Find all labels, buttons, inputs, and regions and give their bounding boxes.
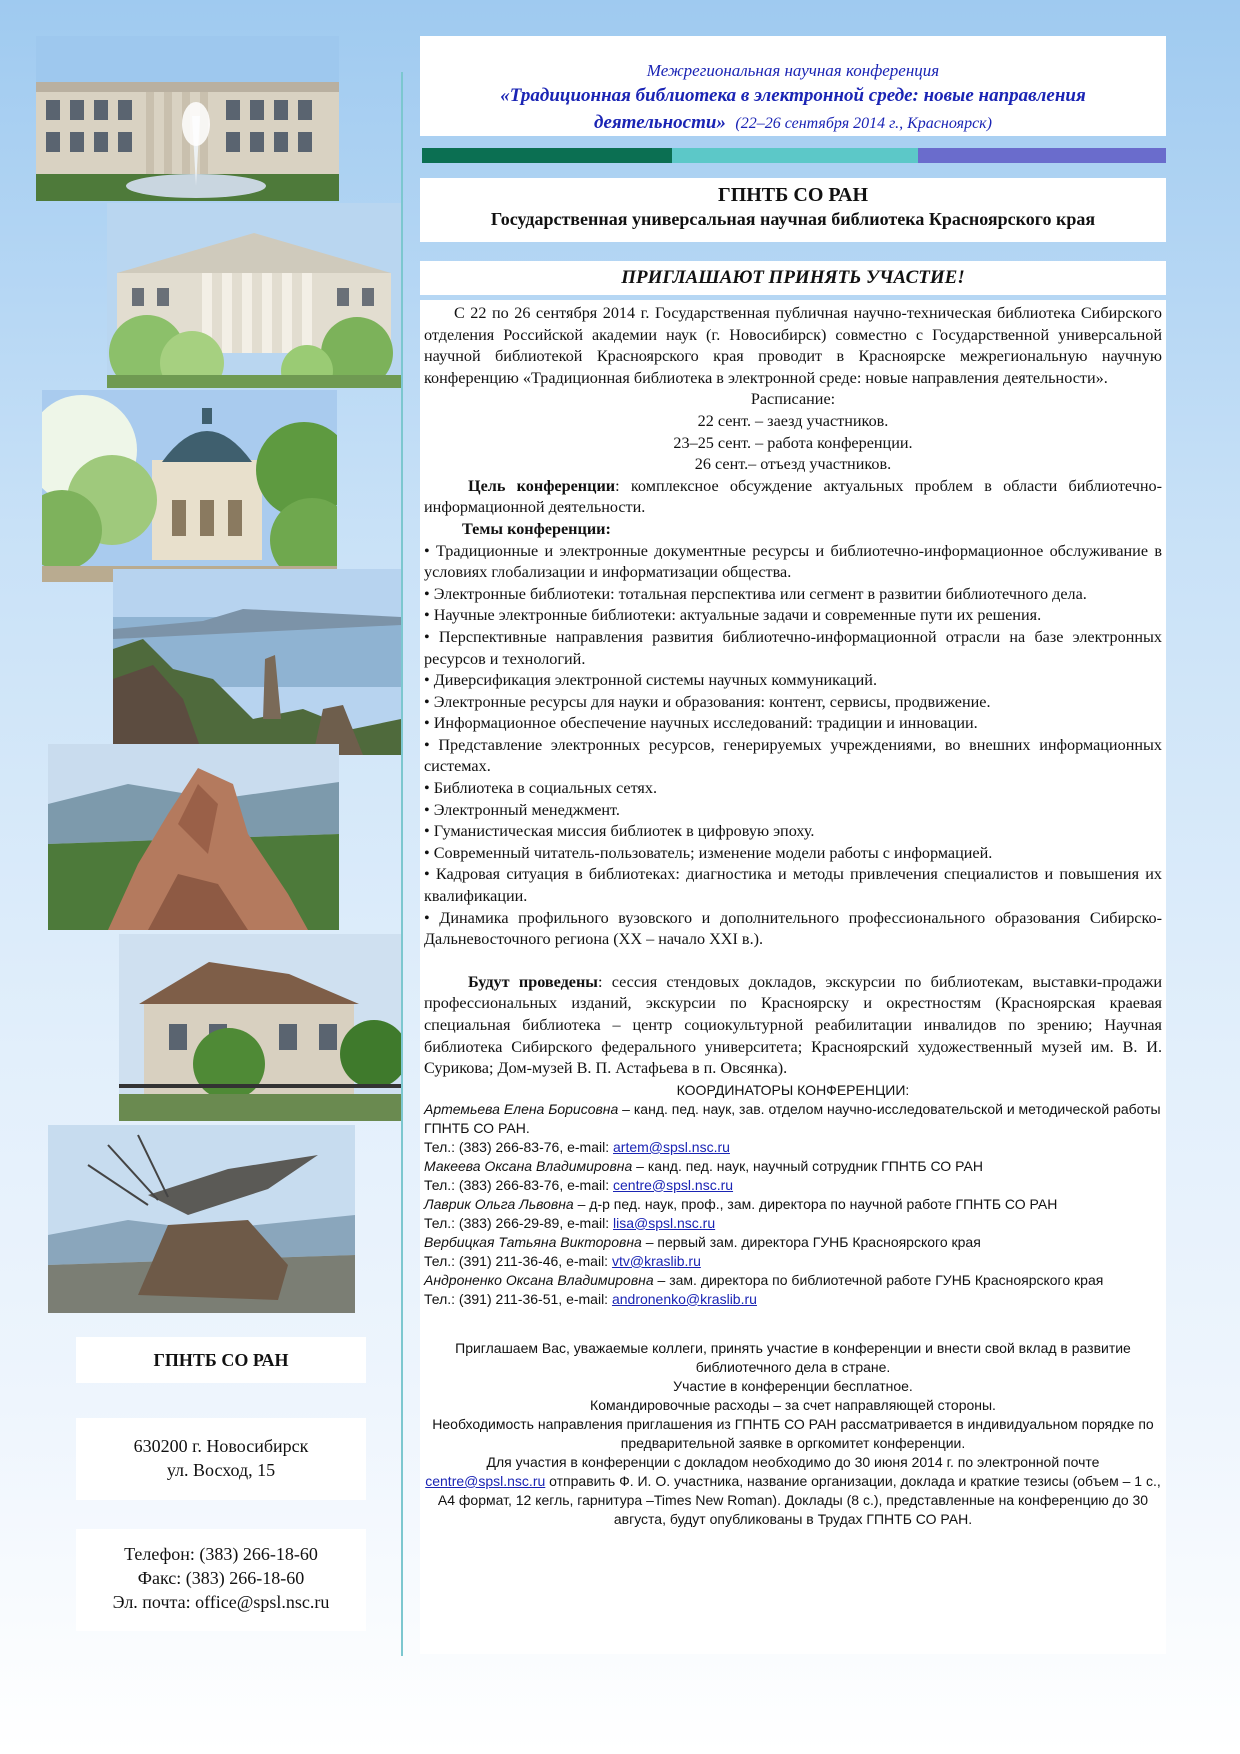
closing-section — [424, 1339, 1162, 1529]
coordinator-name: Андроненко Оксана Владимировна — [424, 1271, 654, 1288]
photo-villa-building — [119, 934, 401, 1121]
coordinator-role: – д-р пед. наук, проф., зам. директора по научной работе ГПНТБ СО РАН — [573, 1195, 1058, 1212]
closing-invitation: Приглашаем Вас, уважаемые коллеги, принять участие в конференции и внести свой вклад в развитие библиотечного дела в стране. — [455, 1339, 1131, 1375]
address-street: ул. Восход, 15 — [166, 1460, 276, 1480]
coordinator-phone: Тел.: (383) 266-83-76, e-mail: — [424, 1176, 613, 1193]
topic-item: • Электронные библиотеки: тотальная перспектива или сегмент в развитии библиотечного дела. — [424, 584, 1087, 603]
coordinator-role: – зам. директора по библиотечной работе ГУНБ Красноярского края — [653, 1271, 1104, 1288]
goal-text: : комплексное обсуждение актуальных проблем в области библиотечно-информационной деятельности. — [424, 476, 1162, 517]
organizer-2: Государственная универсальная научная библиотека Красноярского края — [490, 209, 1096, 229]
column-divider-line — [401, 72, 403, 1656]
address-city: 630200 г. Новосибирск — [133, 1436, 309, 1456]
schedule-item: 26 сент.– отъезд участников. — [694, 455, 892, 474]
topic-item: • Гуманистическая миссия библиотек в цифровую эпоху. — [424, 822, 815, 841]
events-text: : сессия стендовых докладов, экскурсии по библиотекам, выставки-продажи профессиональных изданий, экскурсии по Красноярску и окрестностям (Красноярская краевая специальная библиотека – центр социокультурной реабилитации инвалидов по зрению; Научная библиотека Сибирского федерального университета; Красноярский художественный музей им. В. И. Сурикова; Дом-музей В. П. Астафьева в п. Овсянка). — [424, 972, 1162, 1078]
coordinator-email-link[interactable]: vtv@kraslib.ru — [611, 1252, 701, 1269]
coordinator-entry — [424, 1233, 1162, 1271]
conference-title-line1: «Традиционная библиотека в электронной среде: новые направления — [500, 85, 1086, 106]
coordinator-role: – первый зам. директора ГУНБ Красноярского края — [641, 1233, 981, 1250]
topic-item: • Диверсификация электронной системы научных коммуникаций. — [424, 671, 877, 690]
topic-item: • Электронные ресурсы для науки и образования: контент, сервисы, продвижение. — [424, 692, 991, 711]
coordinator-role: – канд. пед. наук, зав. отделом научно-исследовательской и методической работы ГПНТБ СО РАН. — [424, 1100, 1161, 1136]
photo-domed-pavilion — [42, 390, 337, 582]
conference-type: Межрегиональная научная конференция — [646, 61, 940, 80]
coordinator-email-link[interactable]: lisa@spsl.nsc.ru — [613, 1214, 716, 1231]
main-content — [420, 300, 1166, 1654]
stripe-violet — [918, 148, 1166, 163]
topic-item: • Современный читатель-пользователь; изменение модели работы с информацией. — [424, 843, 993, 862]
sidebar-contacts — [76, 1529, 366, 1631]
invite-title: ПРИГЛАШАЮТ ПРИНЯТЬ УЧАСТИЕ! — [420, 261, 1166, 295]
coordinator-phone: Тел.: (391) 211-36-51, e-mail: — [424, 1290, 612, 1307]
topics-heading: Темы конференции: — [462, 519, 611, 538]
organizers-box — [420, 178, 1166, 242]
coordinator-email-link[interactable]: andronenko@kraslib.ru — [611, 1290, 757, 1307]
coordinator-name: Артемьева Елена Борисовна — [424, 1100, 619, 1117]
coordinators-section — [424, 1081, 1162, 1309]
coordinator-name: Лаврик Ольга Львовна — [424, 1195, 574, 1212]
coordinator-phone: Тел.: (383) 266-29-89, e-mail: — [424, 1214, 613, 1231]
intro-paragraph: С 22 по 26 сентября 2014 г. Государственная публичная научно-техническая библиотека Сибирского отделения Российской академии наук (г. Новосибирск) совместно с Государственной универсальной научной библиотекой Красноярского края проводит в Красноярске межрегиональную научную конференцию «Традиционная библиотека в электронной среде: новые направления деятельности». — [424, 304, 1162, 387]
photo-stolby-rock — [48, 744, 339, 930]
contact-fax: Факс: (383) 266-18-60 — [137, 1568, 305, 1588]
coordinator-entry — [424, 1100, 1162, 1157]
closing-invitation-letter: Необходимость направления приглашения из ГПНТБ СО РАН рассматривается в индивидуальном порядке по предварительной заявке в оргкомитет конференции. — [432, 1415, 1154, 1451]
closing-free: Участие в конференции бесплатное. — [673, 1377, 913, 1394]
coordinator-name: Макеева Оксана Владимировна — [424, 1157, 633, 1174]
topic-item: • Библиотека в социальных сетях. — [424, 779, 658, 798]
conference-header — [420, 36, 1166, 136]
topic-item: • Перспективные направления развития библиотечно-информационной отрасли на базе электронных ресурсов и технологий. — [424, 627, 1162, 668]
closing-expenses: Командировочные расходы – за счет направляющей стороны. — [590, 1396, 996, 1413]
coordinators-title: КООРДИНАТОРЫ КОНФЕРЕНЦИИ: — [676, 1081, 910, 1098]
goal-paragraph — [424, 476, 1162, 519]
closing-submission: Для участия в конференции с докладом необходимо до 30 июня 2014 г. по электронной почте centre@spsl.nsc.ru отправить Ф. И. О. участника, название организации, доклада и краткие тезисы (объем – 1 с., А4 формат, 12 кегль, гарнитура –Times New Roman). Доклады (8 с.), представленные на конференцию до 30 августа, будут опубликованы в Трудах ГПНТБ СО РАН. — [425, 1453, 1161, 1527]
stripe-green — [422, 148, 672, 163]
sidebar-address — [76, 1418, 366, 1500]
topic-item: • Представление электронных ресурсов, генерируемых учреждениями, во внешних информационных системах. — [424, 735, 1162, 776]
photo-library-building-fountain — [36, 36, 339, 201]
topic-item: • Традиционные и электронные документные ресурсы и библиотечно-информационное обслуживание в условиях глобализации и информатизации общества. — [424, 541, 1162, 582]
photo-academic-building — [107, 203, 401, 388]
schedule-item: 22 сент. – заезд участников. — [697, 411, 889, 430]
coordinator-email-link[interactable]: centre@spsl.nsc.ru — [613, 1176, 734, 1193]
topic-item: • Кадровая ситуация в библиотеках: диагностика и методы привлечения специалистов и повышения их квалификации. — [424, 865, 1162, 906]
events-paragraph — [424, 972, 1162, 1080]
topic-item: • Информационное обеспечение научных исследований: традиции и инновации. — [424, 714, 978, 733]
coordinator-entry — [424, 1195, 1162, 1233]
topics-label: Темы конференции — [462, 519, 606, 538]
goal-label: Цель конференции — [468, 476, 616, 495]
coordinator-phone: Тел.: (391) 211-36-46, e-mail: — [424, 1252, 612, 1269]
contact-email: Эл. почта: office@spsl.nsc.ru — [112, 1592, 330, 1612]
coordinator-phone: Тел.: (383) 266-83-76, e-mail: — [424, 1138, 613, 1155]
stripe-teal — [672, 148, 918, 163]
events-label: Будут проведены — [468, 972, 598, 991]
photo-river-cliffs — [113, 569, 401, 755]
schedule-title: Расписание: — [750, 390, 836, 409]
photo-sturgeon-monument — [48, 1125, 355, 1313]
coordinator-role: – канд. пед. наук, научный сотрудник ГПНТБ СО РАН — [632, 1157, 983, 1174]
sidebar-org: ГПНТБ СО РАН — [76, 1337, 366, 1383]
coordinator-name: Вербицкая Татьяна Викторовна — [424, 1233, 642, 1250]
organizer-1: ГПНТБ СО РАН — [717, 184, 869, 206]
topic-item: • Научные электронные библиотеки: актуальные задачи и современные пути их решения. — [424, 606, 1042, 625]
topic-item: • Электронный менеджмент. — [424, 800, 620, 819]
submission-email-link[interactable]: centre@spsl.nsc.ru — [425, 1472, 546, 1489]
coordinator-entry — [424, 1271, 1162, 1309]
schedule-item: 23–25 сент. – работа конференции. — [673, 433, 913, 452]
coordinator-entry — [424, 1157, 1162, 1195]
conference-dates: (22–26 сентября 2014 г., Красноярск) — [735, 115, 992, 132]
topics-list — [424, 541, 1162, 951]
conference-title-line2: деятельности» — [594, 112, 726, 133]
contact-phone: Телефон: (383) 266-18-60 — [124, 1544, 318, 1564]
coordinator-email-link[interactable]: artem@spsl.nsc.ru — [613, 1138, 730, 1155]
topic-item: • Динамика профильного вузовского и дополнительного профессионального образования Сибирско-Дальневосточного региона (XX – начало XXI в.). — [424, 908, 1162, 949]
